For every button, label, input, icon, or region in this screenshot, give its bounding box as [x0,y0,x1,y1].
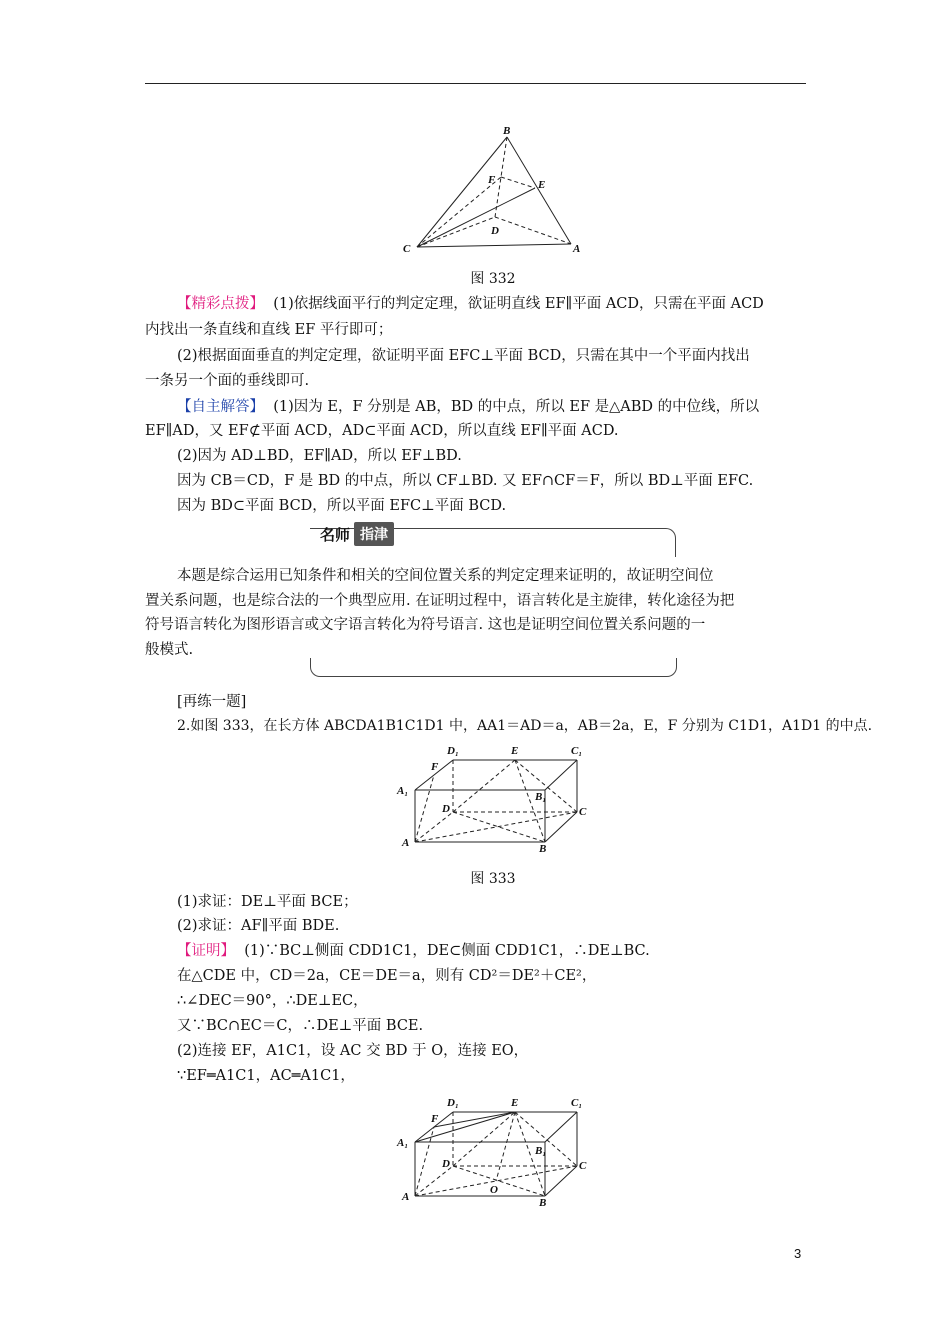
solution-line-3: (2)因为 AD⊥BD，EF∥AD，所以 EF⊥BD. [177,448,462,464]
label-D1: D₁ [447,1097,459,1109]
label-C1: C₁ [571,1097,583,1109]
label-A: A [402,1191,410,1203]
question-2: (2)求证：AF∥平面 BDE. [177,918,340,934]
label-B: B [503,125,511,137]
figure-332-tetrahedron [395,122,595,262]
hint-tag: 【精彩点拨】 [177,296,264,312]
figure-333-cuboid [395,740,595,855]
label-C1: C₁ [571,745,583,757]
label-B: B [539,843,547,855]
hint-line-1: 【精彩点拨】 (1)依据线面平行的判定定理，欲证明直线 EF∥平面 ACD，只需在平面 ACD [177,296,764,312]
label-C: C [579,1160,587,1172]
proof-line-4: 又∵BC∩EC＝C，∴DE⊥平面 BCE. [177,1018,424,1034]
teacher-line-4: 般模式. [145,642,194,658]
practice-heading: [再练一题] [177,694,247,710]
label-F: F [431,1113,439,1125]
solution-line-2: EF∥AD，又 EF⊄平面 ACD，AD⊂平面 ACD，所以直线 EF∥平面 ACD. [145,423,619,439]
figure-333-caption: 图 333 [470,871,516,887]
label-F: F [431,761,439,773]
label-E: E [538,179,546,191]
proof-line-5: (2)连接 EF，A1C1，设 AC 交 BD 于 O，连接 EO， [177,1043,529,1059]
proof-tag: 【证明】 [177,943,235,959]
practice-problem: 2.如图 333，在长方体 ABCDA1B1C1D1 中，AA1＝AD＝a，AB＝2a，E，F 分别为 C1D1，A1D1 的中点. [177,718,873,734]
hint-line-3: (2)根据面面垂直的判定定理，欲证明平面 EFC⊥平面 BCD，只需在其中一个平面内找出 [177,348,750,364]
teacher-badge: 名师 指津 [316,522,394,546]
proof-line-1: 【证明】 (1)∵BC⊥侧面 CDD1C1，DE⊂侧面 CDD1C1，∴DE⊥BC. [177,943,650,959]
label-B1: B₁ [535,1145,547,1157]
label-E: E [511,1097,519,1109]
solution-line-5: 因为 BD⊂平面 BCD，所以平面 EFC⊥平面 BCD. [177,498,507,514]
label-D: D [442,1158,450,1170]
label-B1: B₁ [535,791,547,803]
hint-line-4: 一条另一个面的垂线即可. [145,373,310,389]
solution-line-1: 【自主解答】 (1)因为 E，F 分别是 AB，BD 的中点，所以 EF 是△ABD 的中位线，所以 [177,399,760,415]
teacher-line-3: 符号语言转化为图形语言或文字语言转化为符号语言. 这也是证明空间位置关系问题的一 [145,617,706,633]
label-E: E [511,745,519,757]
label-D1: D₁ [447,745,459,757]
label-F: F [488,174,496,186]
label-D: D [491,225,499,237]
teacher-line-1: 本题是综合运用已知条件和相关的空间位置关系的判定定理来证明的，故证明空间位 [177,568,714,584]
proof-line-3: ∴∠DEC＝90°，∴DE⊥EC， [177,993,368,1009]
hint-line-2: 内找出一条直线和直线 EF 平行即可； [145,322,393,338]
header-rule [145,83,806,84]
figure-332-caption: 图 332 [470,271,516,287]
page-number: 3 [794,1246,802,1261]
teacher-box-bottom [310,658,677,677]
label-A1: A₁ [397,1137,409,1149]
figure-proof-cuboid [395,1092,595,1210]
label-O: O [490,1184,498,1196]
proof-line-6: ∵EF═A1C1，AC═A1C1， [177,1068,355,1084]
label-C: C [579,806,587,818]
label-A: A [573,243,581,255]
solution-line-4: 因为 CB＝CD，F 是 BD 的中点，所以 CF⊥BD. 又 EF∩CF＝F，所以 BD⊥平面 EFC. [177,473,754,489]
question-1: (1)求证：DE⊥平面 BCE； [177,894,358,910]
proof-line-2: 在△CDE 中，CD＝2a，CE＝DE＝a，则有 CD²＝DE²＋CE²， [177,968,597,984]
label-A1: A₁ [397,785,409,797]
label-D: D [442,803,450,815]
teacher-line-2: 置关系问题，也是综合法的一个典型应用. 在证明过程中，语言转化是主旋律，转化途径为把 [145,593,735,609]
label-A: A [402,837,410,849]
label-C: C [403,243,411,255]
label-B: B [539,1197,547,1209]
solution-tag: 【自主解答】 [177,399,264,415]
